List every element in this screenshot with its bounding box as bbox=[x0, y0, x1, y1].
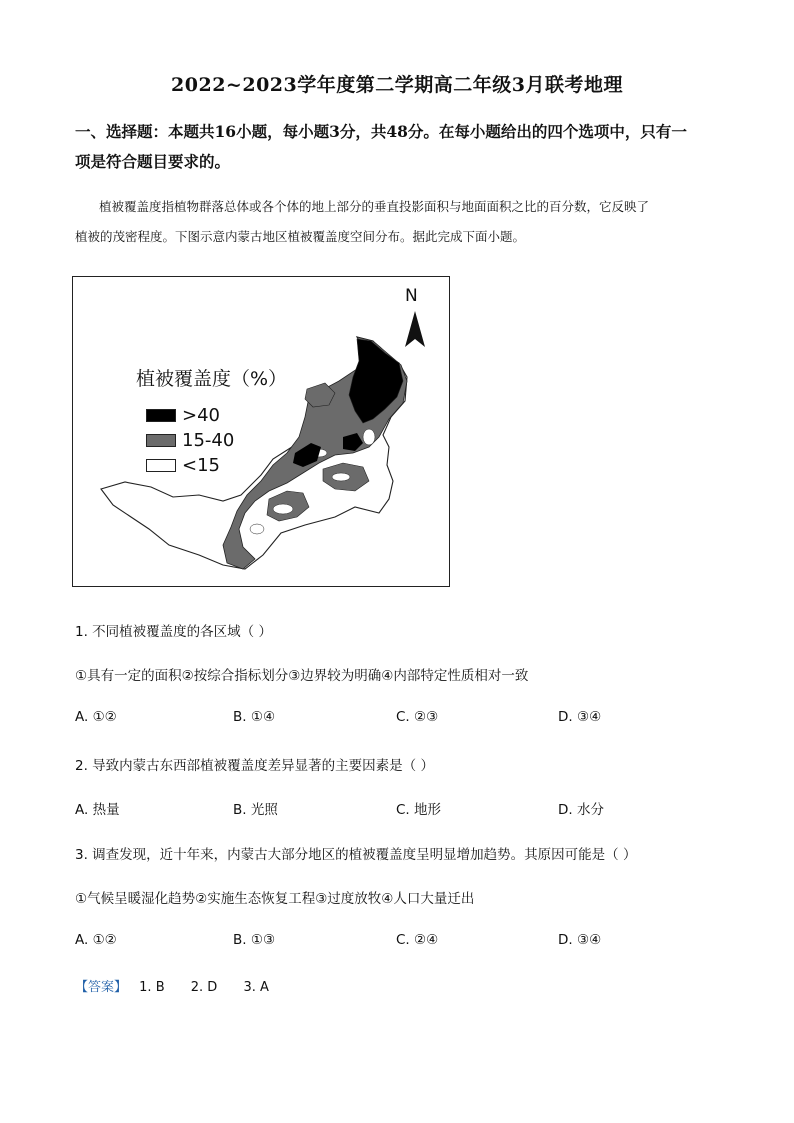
vegetation-map-figure bbox=[72, 276, 450, 587]
q2-option-b[interactable]: B. 光照 bbox=[233, 802, 278, 818]
region-lt15-patch bbox=[250, 524, 264, 534]
q2-option-a[interactable]: A. 热量 bbox=[75, 802, 120, 818]
legend-item-gt40 bbox=[146, 405, 220, 426]
section-heading-line2: 项是符合题目要求的。 bbox=[75, 152, 231, 171]
question-1-statement: ①具有一定的面积②按综合指标划分③边界较为明确④内部特定性质相对一致 bbox=[75, 668, 529, 684]
intro-line1: 植被覆盖度指植物群落总体或各个体的地上部分的垂直投影面积与地面面积之比的百分数，它反映了 bbox=[99, 199, 650, 214]
legend-label: <15 bbox=[182, 455, 220, 476]
legend-swatch bbox=[146, 409, 176, 422]
inner-mongolia-map bbox=[73, 277, 450, 587]
q1-option-c[interactable]: C. ②③ bbox=[396, 709, 439, 725]
answer-item-1: 1. B bbox=[139, 980, 165, 995]
q2-option-d[interactable]: D. 水分 bbox=[558, 802, 604, 818]
section-heading-line1: 一、选择题：本题共16小题，每小题3分，共48分。在每小题给出的四个选项中，只有一 bbox=[75, 122, 687, 141]
legend-swatch bbox=[146, 434, 176, 447]
q3-option-a[interactable]: A. ①② bbox=[75, 932, 117, 948]
question-2-stem: 2. 导致内蒙古东西部植被覆盖度差异显著的主要因素是（ ） bbox=[75, 758, 434, 774]
legend-item-lt15 bbox=[146, 455, 220, 476]
question-3-statement: ①气候呈暖湿化趋势②实施生态恢复工程③过度放牧④人口大量迁出 bbox=[75, 891, 475, 907]
q1-option-a[interactable]: A. ①② bbox=[75, 709, 117, 725]
region-lt15-patch bbox=[273, 504, 293, 514]
intro-paragraph bbox=[75, 192, 735, 252]
answer-line bbox=[75, 976, 283, 995]
legend-title: 植被覆盖度（%） bbox=[136, 368, 288, 390]
region-lt15-patch bbox=[332, 473, 350, 481]
question-1-stem: 1. 不同植被覆盖度的各区域（ ） bbox=[75, 624, 272, 640]
legend-label: >40 bbox=[182, 405, 220, 426]
intro-line2: 植被的茂密程度。下图示意内蒙古地区植被覆盖度空间分布。据此完成下面小题。 bbox=[75, 229, 526, 244]
answer-label: 【答案】 bbox=[75, 980, 128, 995]
q3-option-b[interactable]: B. ①③ bbox=[233, 932, 276, 948]
north-label: N bbox=[405, 286, 418, 306]
answer-item-3: 3. A bbox=[243, 980, 269, 995]
north-arrow-icon bbox=[405, 311, 425, 347]
answer-item-2: 2. D bbox=[190, 980, 218, 995]
q3-option-d[interactable]: D. ③④ bbox=[558, 932, 602, 948]
q2-option-c[interactable]: C. 地形 bbox=[396, 802, 442, 818]
q1-option-b[interactable]: B. ①④ bbox=[233, 709, 276, 725]
legend-label: 15-40 bbox=[182, 430, 235, 451]
region-lt15-patch bbox=[363, 429, 375, 445]
q3-option-c[interactable]: C. ②④ bbox=[396, 932, 439, 948]
legend-item-15-40 bbox=[146, 430, 234, 451]
legend-swatch bbox=[146, 459, 176, 472]
q1-option-d[interactable]: D. ③④ bbox=[558, 709, 602, 725]
question-3-stem: 3. 调查发现，近十年来，内蒙古大部分地区的植被覆盖度呈明显增加趋势。其原因可能是（ ） bbox=[75, 847, 637, 863]
page-title: 2022~2023学年度第二学期高二年级3月联考地理 bbox=[171, 74, 623, 96]
